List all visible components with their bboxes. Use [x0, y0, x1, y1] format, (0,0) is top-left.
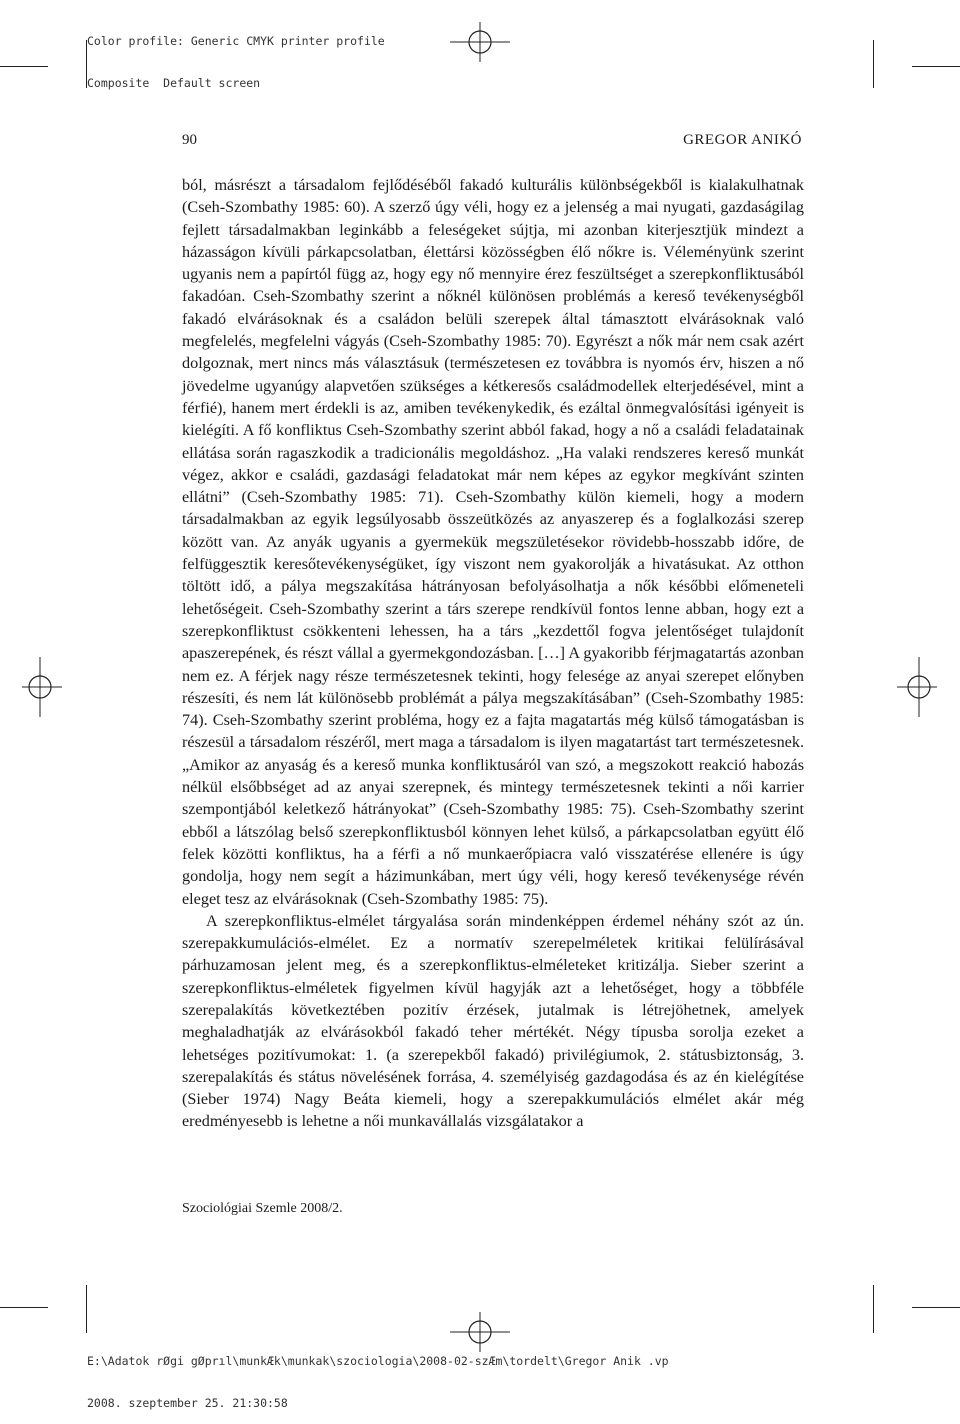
crop-mark-top-right-vertical	[873, 40, 874, 88]
print-profile-line: Color profile: Generic CMYK printer profile	[87, 34, 385, 48]
crop-mark-top-left-vertical	[86, 40, 87, 88]
registration-mark-left-icon	[22, 657, 62, 717]
print-composite-line: Composite Default screen	[87, 76, 261, 90]
author-name: GREGOR ANIKÓ	[683, 132, 802, 148]
article-body	[182, 174, 804, 1133]
crop-mark-bottom-right-vertical	[873, 1285, 874, 1333]
print-profile-header	[87, 6, 385, 104]
page-number: 90	[182, 132, 197, 148]
journal-footer: Szociológiai Szemle 2008/2.	[182, 1201, 343, 1216]
body-paragraph: ból, másrészt a társadalom fejlődéséből fakadó kulturális különbségekből is kialakulhatnak (Cseh-Szombathy 1985: 60). A szerző úgy véli, hogy ez a jelenség a mai nyugati, gazdaságilag fejlett társadalmakban leginkább a feleségeket sújtja, mi azonban kiterjesztjük mindezt a házasságon kívüli párkapcsolatban, élettársi közösségben élő nőkre is. Véleményünk szerint ugyanis nem a papírtól függ az, hogy egy nő mennyire érez feszültséget a szerepkonfliktusából fakadóan. Cseh-Szombathy szerint a nőknél különösen problémás a kereső tevékenységből fakadó elvárásoknak és a családon belüli szerepek által támasztott elvárásoknak való megfelelés, megfelelni vágyás (Cseh-Szombathy 1985: 70). Egyrészt a nők már nem csak azért dolgoznak, mert nincs más választásuk (természetesen ez továbbra is nyomós érv, hiszen a nő jövedelme ugyanúgy alapvetően szükséges a kétkeresős családmodellek elterjedésével, mint a férfié), hanem mert érdekli is az, amiben tevékenykedik, és ezáltal önmegvalósítási igényeit is kielégíti. A fő konfliktus Cseh-Szombathy szerint abból fakad, hogy a nő a családi feladatainak ellátása során ragaszkodik a tradicionális megoldáshoz. „Ha valaki rendszeres kereső munkát végez, akkor e családi, gazdasági feladatokat már nem képes az egykor megkívánt szinten ellátni” (Cseh-Szombathy 1985: 71). Cseh-Szombathy külön kiemeli, hogy a modern társadalmakban az egyik legsúlyosabb összeütközés az anyaszerep és a foglalkozási szerep között van. Az anyák ugyanis a gyermekük megszületésekor rövidebb-hosszabb időre, de felfüggesztik keresőtevékenységüket, így viszont nem gyakorolják a hivatásukat. Az otthon töltött idő, a pálya megszakítása hátrányosan befolyásolhatja a nők későbbi előmeneteli lehetőségeit. Cseh-Szombathy szerint a társ szerepe rendkívül fontos lenne abban, hogy ezt a szerepkonfliktust csökkenteni lehessen, ha a társ „kezdettől fogva jelentőséget tulajdonít apaszerepének, és részt vállal a gyermekgondozásban. […] A gyakoribb férjmagatartás azonban nem ez. A férjek nagy része természetesnek tekinti, hogy felesége az anyai szerepet előnyben részesíti, és nem lát különösebb problémát a pálya megszakításában” (Cseh-Szombathy 1985: 74). Cseh-Szombathy szerint probléma, hogy ez a fajta magatartás még külső támogatásban is részesül a társadalom részéről, mert maga a társadalom is ilyen magatartást tart természetesnek. „Amikor az anyaság és a kereső munka konfliktusáról van szó, a megszokott reakció habozás nélkül elsőbbséget ad az anyai szerepnek, és mintegy természetesnek tekinti a női karrier szempontjából keletkező hátrányokat” (Cseh-Szombathy 1985: 75). Cseh-Szombathy szerint ebből a látszólag belső szerepkonfliktusból könnyen lehet külső, a párkapcsolatban együtt élő felek közötti konfliktus, ha a férfi a nő munkaerőpiacra való visszatérése ellenére is úgy gondolja, hogy nem segít a házimunkában, mert úgy véli, hogy kereső tevékenysége révén eleget tesz az elvárásoknak (Cseh-Szombathy 1985: 75).	[182, 176, 804, 908]
print-timestamp: 2008. szeptember 25. 21:30:58	[87, 1396, 288, 1410]
body-paragraph: A szerepkonfliktus-elmélet tárgyalása során mindenképpen érdemel néhány szót az ún. szerepakkumulációs-elmélet. Ez a normatív szerepelméletek kritikai felülírásával párhuzamosan jelent meg, és a szerepkonfliktus-elméleteket kritizálja. Sieber szerint a szerepkonfliktus-elméletek figyelmen kívül hagyják azt a lehetőséget, hogy a többféle szerepalakítás következtében pozitív érzések, jutalmak is létrejöhetnek, amelyek meghaladhatják az elvárásokból fakadó teher mértékét. Négy típusba sorolja ezeket a lehetséges pozitívumokat: 1. (a szerepekből fakadó) privilégiumok, 2. státusbiztonság, 3. szerepalakítás és státus növelésének forrása, 4. személyiség gazdagodása és az én kielégítése (Sieber 1974) Nagy Beáta kiemeli, hogy a szerepakkumulációs elmélet akár még eredményesebb is lehetne a női munkavállalás vizsgálatakor a	[182, 911, 804, 1131]
registration-mark-top-icon	[450, 22, 510, 62]
crop-mark-top-left-horizontal	[0, 66, 48, 67]
registration-mark-right-icon	[897, 657, 937, 717]
crop-mark-bottom-right-horizontal	[912, 1307, 960, 1308]
print-file-footer	[87, 1326, 669, 1424]
print-file-path: E:\Adatok rØgi gØprıl\munkÆk\munkak\szociologia\2008-02-szÆm\tordelt\Gregor Anik .vp	[87, 1354, 669, 1368]
crop-mark-bottom-left-horizontal	[0, 1307, 48, 1308]
crop-mark-top-right-horizontal	[912, 66, 960, 67]
